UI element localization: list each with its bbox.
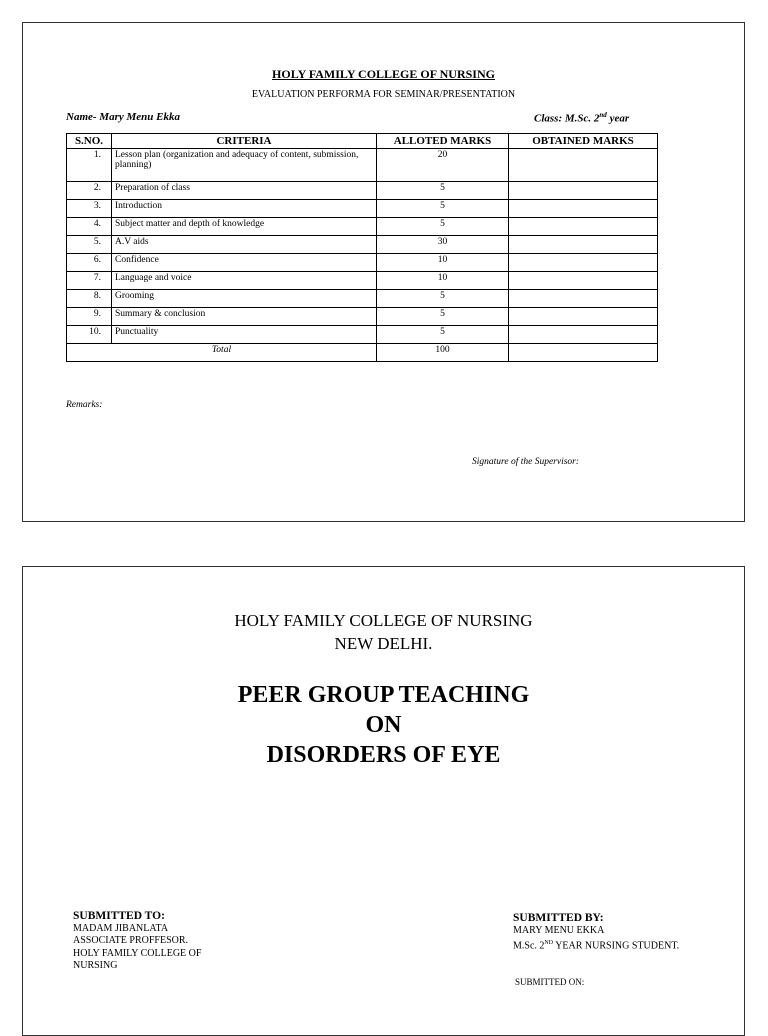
row-alloted-marks: 5 (377, 290, 509, 308)
table-row (67, 326, 658, 344)
table-row (67, 308, 658, 326)
class-superscript: nd (599, 111, 607, 119)
row-alloted-marks: 30 (377, 236, 509, 254)
table-row (67, 182, 658, 200)
row-criteria: Grooming (112, 290, 377, 308)
row-obtained-marks (509, 149, 658, 182)
table-row (67, 200, 658, 218)
row-criteria: Introduction (112, 200, 377, 218)
total-obtained-marks (509, 344, 658, 362)
total-row (67, 344, 658, 362)
row-criteria: Preparation of class (112, 182, 377, 200)
table-row (67, 272, 658, 290)
row-sno: 8. (67, 290, 112, 308)
student-class (534, 111, 629, 125)
row-criteria: A.V aids (112, 236, 377, 254)
cover-college: HOLY FAMILY COLLEGE OF NURSING (234, 611, 533, 630)
row-alloted-marks: 20 (377, 149, 509, 182)
college-title: HOLY FAMILY COLLEGE OF NURSING (272, 67, 495, 81)
remarks-label: Remarks: (66, 400, 103, 410)
header-alloted-marks: ALLOTED MARKS (377, 134, 509, 149)
course-superscript: ND (544, 940, 554, 946)
submitted-to-line: ASSOCIATE PROFFESOR. (73, 935, 189, 946)
row-sno: 3. (67, 200, 112, 218)
row-obtained-marks (509, 236, 658, 254)
row-criteria: Punctuality (112, 326, 377, 344)
row-alloted-marks: 5 (377, 308, 509, 326)
row-sno: 10. (67, 326, 112, 344)
row-criteria: Language and voice (112, 272, 377, 290)
header-criteria: CRITERIA (112, 134, 377, 149)
row-criteria: Summary & conclusion (112, 308, 377, 326)
supervisor-signature-label: Signature of the Supervisor: (472, 457, 580, 467)
form-subtitle: EVALUATION PERFORMA FOR SEMINAR/PRESENTATION (251, 89, 516, 100)
submitted-by-course (513, 937, 679, 953)
topic-line-2: ON (365, 712, 402, 738)
row-obtained-marks (509, 326, 658, 344)
row-alloted-marks: 10 (377, 272, 509, 290)
row-criteria: Lesson plan (organization and adequacy of content, submission, planning) (112, 149, 377, 182)
row-obtained-marks (509, 182, 658, 200)
header-sno: S.NO. (67, 134, 112, 149)
evaluation-page (22, 22, 745, 522)
course-suffix: YEAR NURSING STUDENT. (553, 940, 680, 952)
submitted-to-line: NURSING (73, 960, 118, 971)
evaluation-table (66, 133, 658, 362)
row-sno: 4. (67, 218, 112, 236)
row-sno: 1. (67, 149, 112, 182)
row-criteria: Subject matter and depth of knowledge (112, 218, 377, 236)
row-alloted-marks: 5 (377, 218, 509, 236)
row-obtained-marks (509, 272, 658, 290)
submitted-to-line: MADAM JIBANLATA (73, 922, 169, 934)
row-criteria: Confidence (112, 254, 377, 272)
topic-line-1: PEER GROUP TEACHING (237, 682, 530, 708)
table-header-row (67, 134, 658, 149)
row-sno: 6. (67, 254, 112, 272)
student-name: Name- Mary Menu Ekka (66, 111, 180, 123)
topic-line-3: DISORDERS OF EYE (266, 742, 501, 768)
row-alloted-marks: 5 (377, 326, 509, 344)
table-row (67, 218, 658, 236)
row-alloted-marks: 5 (377, 182, 509, 200)
submitted-by-heading: SUBMITTED BY: (513, 912, 604, 924)
submitted-on-label: SUBMITTED ON: (515, 977, 585, 987)
class-prefix: Class: M.Sc. 2 (534, 112, 600, 125)
row-sno: 9. (67, 308, 112, 326)
row-alloted-marks: 5 (377, 200, 509, 218)
table-row (67, 236, 658, 254)
cover-page (22, 566, 745, 1036)
row-alloted-marks: 10 (377, 254, 509, 272)
class-suffix: year (606, 112, 630, 125)
cover-city: NEW DELHI. (334, 634, 433, 653)
submitted-by-name: MARY MENU EKKA (513, 924, 605, 936)
submitted-by-block (513, 912, 679, 953)
submitted-to-line: HOLY FAMILY COLLEGE OF (73, 947, 202, 959)
table-row (67, 149, 658, 182)
row-sno: 5. (67, 236, 112, 254)
row-obtained-marks (509, 254, 658, 272)
submitted-to-block (73, 910, 201, 973)
course-prefix: M.Sc. 2 (513, 940, 545, 952)
submitted-to-heading: SUBMITTED TO: (73, 910, 165, 922)
row-obtained-marks (509, 218, 658, 236)
total-alloted-marks: 100 (377, 344, 509, 362)
row-sno: 7. (67, 272, 112, 290)
table-row (67, 254, 658, 272)
row-obtained-marks (509, 308, 658, 326)
row-sno: 2. (67, 182, 112, 200)
header-obtained-marks: OBTAINED MARKS (509, 134, 658, 149)
total-label: Total (67, 344, 377, 362)
table-row (67, 290, 658, 308)
row-obtained-marks (509, 290, 658, 308)
row-obtained-marks (509, 200, 658, 218)
